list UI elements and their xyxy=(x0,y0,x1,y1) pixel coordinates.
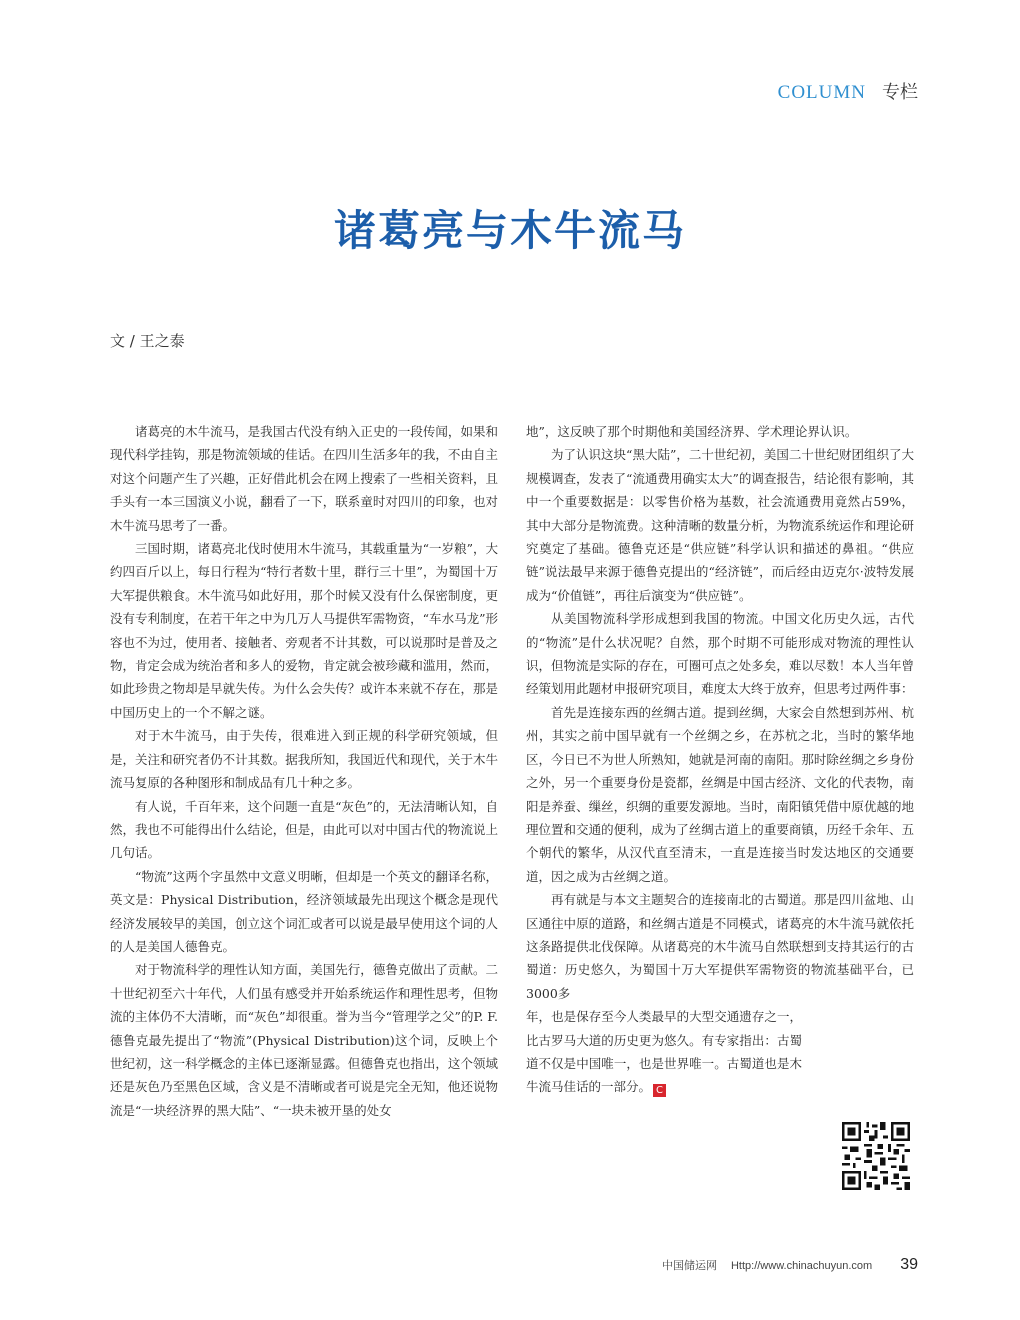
left-paragraph-2: 三国时期，诸葛亮北伐时使用木牛流马，其载重量为“一岁粮”，大约四百斤以上，每日行程为“特行者数十里，群行三十里”，为蜀国十万大军提供粮食。木牛流马如此好用，那个时候又没有什么保密制度，更没有专利制度，在若干年之中为几万人马提供军需物资，“车水马龙”形容也不为过，使用者、接触者、旁观者不计其数，可以说那时是普及之物，肯定会成为统治者和多人的爱物，肯定就会被珍藏和滥用，然而，如此珍贵之物却是早就失传。为什么会失传？或许本来就不存在，那是中国历史上的一个不解之谜。 xyxy=(110,541,498,720)
page-number: 39 xyxy=(900,1256,918,1273)
left-paragraph-4: 有人说，千百年来，这个问题一直是“灰色”的，无法清晰认知，自然，我也不可能得出什么结论，但是，由此可以对中国古代的物流说上几句话。 xyxy=(110,798,498,861)
right-continuation: 地”，这反映了那个时期他和美国经济界、学术理论界认识。 xyxy=(526,424,858,439)
column-label-zh: 专栏 xyxy=(882,82,918,103)
page-footer xyxy=(662,1256,918,1274)
right-last-paragraph xyxy=(526,1005,802,1099)
right-column xyxy=(526,420,914,1099)
article-byline: 文 / 王之泰 xyxy=(110,332,185,350)
left-paragraph-3: 对于木牛流马，由于失传，很难进入到正规的科学研究领域，但是，关注和研究者仍不计其数。据我所知，我国近代和现代，关于木牛流马复原的各种图形和制成品有几十种之多。 xyxy=(110,728,498,791)
qr-code-icon xyxy=(842,1122,910,1190)
right-paragraph-4: 再有就是与本文主题契合的连接南北的古蜀道。那是四川盆地、山区通往中原的道路，和丝绸古道是不同模式，诸葛亮的木牛流马就依托这条路提供北伐保障。从诸葛亮的木牛流马自然联想到支持其运行的古蜀道：历史悠久，为蜀国十万大军提供军需物资的物流基础平台，已3000多 xyxy=(526,892,914,1001)
right-paragraph-2: 从美国物流科学形成想到我国的物流。中国文化历史久远，古代的“物流”是什么状况呢？自然，那个时期不可能形成对物流的理性认识，但物流是实际的存在，可圈可点之处多矣，难以尽数！本人当年曾经策划用此题材申报研究项目，难度太大终于放弃，但思考过两件事： xyxy=(526,611,914,697)
column-tag xyxy=(778,78,918,104)
footer-site-name: 中国储运网 xyxy=(661,1259,717,1272)
end-mark-icon: C xyxy=(653,1084,666,1097)
right-last-text: 年，也是保存至今人类最早的大型交通遗存之一，比古罗马大道的历史更为悠久。有专家指出：古蜀道不仅是中国唯一，也是世界唯一。古蜀道也是木牛流马佳话的一部分。 xyxy=(526,1009,802,1095)
column-label-en: COLUMN xyxy=(777,82,866,103)
left-paragraph-5: “物流”这两个字虽然中文意义明晰，但却是一个英文的翻译名称，英文是：Physical Distribution，经济领域最先出现这个概念是现代经济发展较早的美国，创立这个词汇或者可以说是最早使用这个词的人的人是美国人德鲁克。 xyxy=(110,868,498,954)
left-paragraph-6: 对于物流科学的理性认知方面，美国先行，德鲁克做出了贡献。二十世纪初至六十年代，人们虽有感受并开始系统运作和理性思考，但物流的主体仍不大清晰，而“灰色”却很重。誉为当今“管理学之父”的P. F. 德鲁克最先提出了“物流”(Physical Distribution)这个词，反映上个世纪初，这一科学概念的主体已逐渐显露。但德鲁克也指出，这个领域还是灰色乃至黑色区域，含义是不清晰或者可说是完全无知，他还说物流是“一块经济界的黑大陆”、“一块未被开垦的处女 xyxy=(110,962,498,1118)
article-title: 诸葛亮与木牛流马 xyxy=(333,206,686,255)
footer-url-link[interactable]: Http://www.chinachuyun.com xyxy=(730,1260,873,1272)
right-paragraph-3: 首先是连接东西的丝绸古道。提到丝绸，大家会自然想到苏州、杭州，其实之前中国早就有一个丝绸之乡，在苏杭之北，当时的繁华地区，今日已不为世人所熟知，她就是河南的南阳。那时除丝绸之乡身份之外，另一个重要身份是瓷都，丝绸是中国古经济、文化的代表物，南阳是养蚕、缫丝，织绸的重要发源地。当时，南阳镇凭借中原优越的地理位置和交通的便利，成为了丝绸古道上的重要商镇，历经千余年、五个朝代的繁华，从汉代直至清末，一直是连接当时发达地区的交通要道，因之成为古丝绸之道。 xyxy=(526,704,914,884)
left-paragraph-1: 诸葛亮的木牛流马，是我国古代没有纳入正史的一段传闻，如果和现代科学挂钩，那是物流领域的佳话。在四川生活多年的我，不由自主对这个问题产生了兴趣，正好借此机会在网上搜索了一些相关资料，且手头有一本三国演义小说，翻看了一下，联系童时对四川的印象，也对木牛流马思考了一番。 xyxy=(110,424,498,533)
right-paragraph-1: 为了认识这块“黑大陆”，二十世纪初，美国二十世纪财团组织了大规模调查，发表了“流通费用确实太大”的调查报告，结论很有影响，其中一个重要数据是：以零售价格为基数，社会流通费用竟然占59%，其中大部分是物流费。这种清晰的数量分析，为物流系统运作和理论研究奠定了基础。德鲁克还是“供应链”科学认识和描述的鼻祖。“供应链”说法最早来源于德鲁克提出的“经济链”，而后经由迈克尔·波特发展成为“价值链”，再往后演变为“供应链”。 xyxy=(526,447,914,603)
left-column xyxy=(110,420,498,1122)
